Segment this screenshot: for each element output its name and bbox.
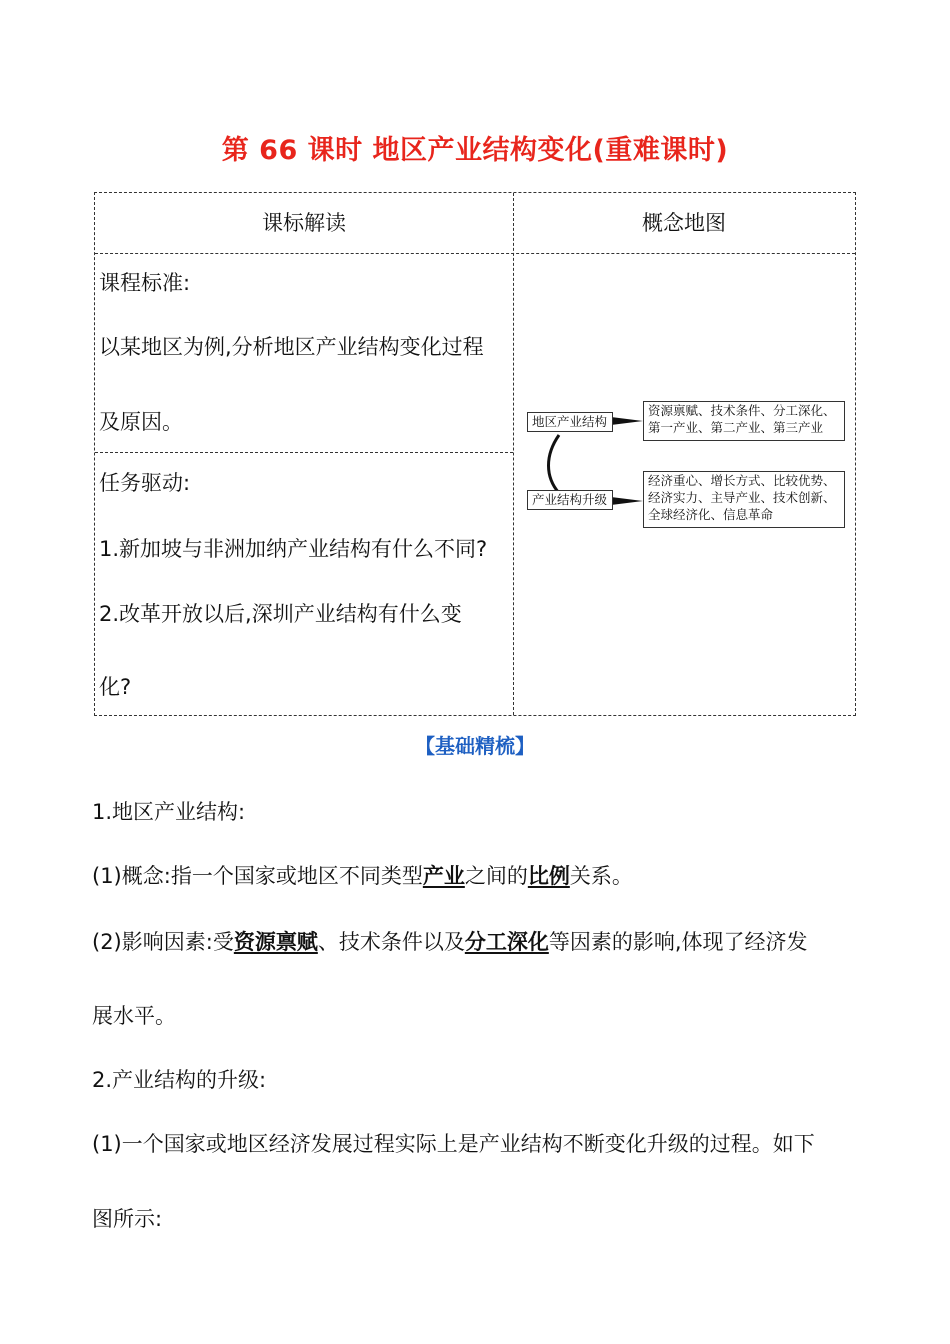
concept-map bbox=[515, 255, 855, 715]
answer-ratio: 比例 bbox=[527, 864, 570, 888]
table-divider-vertical bbox=[513, 193, 514, 715]
curriculum-table bbox=[94, 192, 856, 716]
task-2-line1: 2.改革开放以后,深圳产业结构有什么变 bbox=[99, 602, 462, 626]
task-label: 任务驱动: bbox=[99, 471, 191, 495]
node2-desc-line3: 全球经济化、信息革命 bbox=[648, 507, 774, 522]
node1-description bbox=[643, 401, 845, 441]
standard-text-line2: 及原因。 bbox=[99, 410, 183, 434]
para-3-text-a: (2)影响因素:受 bbox=[92, 930, 234, 954]
node1-desc-line2: 第一产业、第二产业、第三产业 bbox=[648, 420, 824, 435]
para-5-cont: 图所示: bbox=[92, 1207, 163, 1231]
para-1: 1.地区产业结构: bbox=[92, 800, 246, 824]
standard-text-line1: 以某地区为例,分析地区产业结构变化过程 bbox=[99, 335, 484, 359]
para-4: 2.产业结构的升级: bbox=[92, 1068, 267, 1092]
node2-desc-line1: 经济重心、增长方式、比较优势、 bbox=[648, 473, 836, 488]
para-2 bbox=[92, 860, 633, 890]
node-regional-industrial-structure: 地区产业结构 bbox=[527, 412, 613, 432]
para-3-cont: 展水平。 bbox=[92, 1004, 176, 1028]
table-divider-left bbox=[95, 452, 513, 453]
answer-division-deepening: 分工深化 bbox=[464, 930, 549, 954]
header-concept-map: 概念地图 bbox=[642, 211, 726, 235]
answer-industry: 产业 bbox=[422, 864, 465, 888]
page-title: 第 66 课时 地区产业结构变化(重难课时) bbox=[221, 135, 729, 166]
para-3 bbox=[92, 926, 808, 956]
standard-label: 课程标准: bbox=[99, 271, 191, 295]
node2-desc-line2: 经济实力、主导产业、技术创新、 bbox=[648, 490, 836, 505]
node2-description bbox=[643, 471, 845, 528]
node1-desc-line1: 资源禀赋、技术条件、分工深化、 bbox=[648, 403, 836, 418]
section-title: 【基础精梳】 bbox=[415, 734, 535, 758]
para-2-text-a: (1)概念:指一个国家或地区不同类型 bbox=[92, 864, 423, 888]
task-2-line2: 化? bbox=[99, 675, 132, 699]
para-2-text-e: 关系。 bbox=[569, 864, 633, 888]
para-3-text-e: 等因素的影响,体现了经济发 bbox=[548, 930, 808, 954]
table-divider-header bbox=[95, 253, 855, 254]
para-5: (1)一个国家或地区经济发展过程实际上是产业结构不断变化升级的过程。如下 bbox=[92, 1132, 815, 1156]
node-industrial-upgrade: 产业结构升级 bbox=[527, 490, 613, 510]
task-1: 1.新加坡与非洲加纳产业结构有什么不同? bbox=[99, 537, 488, 561]
answer-resource-endowment: 资源禀赋 bbox=[233, 930, 318, 954]
para-3-text-c: 、技术条件以及 bbox=[317, 930, 465, 954]
header-curriculum: 课标解读 bbox=[262, 211, 346, 235]
para-2-text-c: 之间的 bbox=[464, 864, 528, 888]
